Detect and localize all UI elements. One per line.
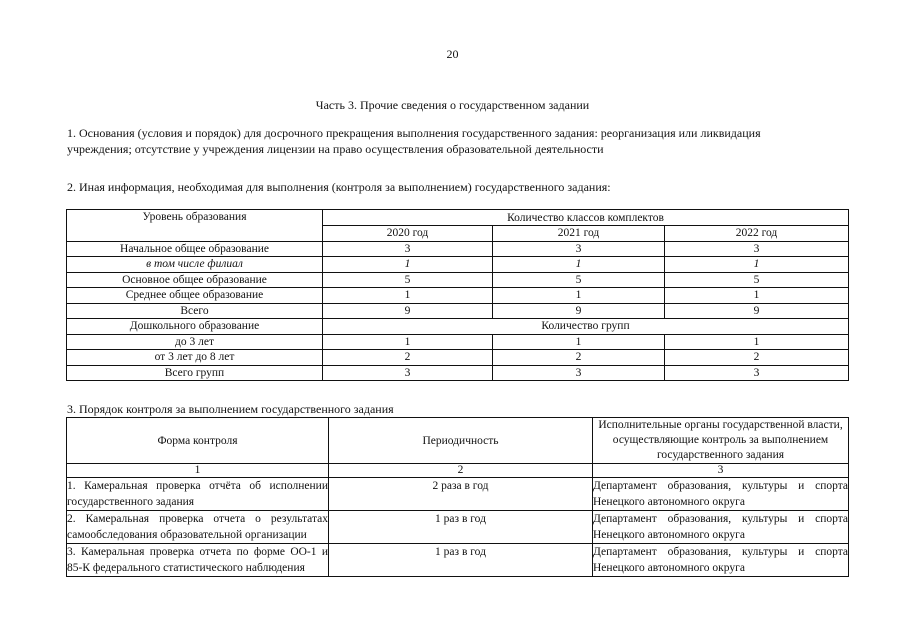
cell-value: 5	[665, 272, 849, 288]
row-label: до 3 лет	[67, 334, 323, 350]
control-body-line: Ненецкого автономного округа	[593, 529, 745, 541]
cell-value: 9	[665, 303, 849, 319]
row-label: Всего	[67, 303, 323, 319]
class-count-table	[66, 209, 849, 381]
table-row	[67, 511, 849, 544]
column-number: 3	[593, 464, 849, 478]
header-group-count: Количество групп	[323, 319, 849, 335]
table-row	[67, 288, 849, 304]
table-row	[67, 350, 849, 366]
column-number: 2	[329, 464, 593, 478]
control-form-cell	[67, 478, 329, 511]
periodicity-cell: 1 раз в год	[329, 511, 593, 544]
row-label: Начальное общее образование	[67, 241, 323, 257]
control-body-cell	[593, 478, 849, 511]
periodicity-cell: 2 раза в год	[329, 478, 593, 511]
row-label: Всего групп	[67, 365, 323, 381]
control-body-cell	[593, 544, 849, 577]
row-label: в том числе филиал	[67, 257, 323, 273]
cell-value: 2	[665, 350, 849, 366]
header-control-bodies: Исполнительные органы государственной власти, осуществляющие контроль за выполнением государственного задания	[593, 418, 849, 464]
table-row	[67, 334, 849, 350]
header-education-level: Уровень образования	[67, 210, 323, 242]
section-1-paragraph	[67, 125, 847, 157]
control-body-line: Департамент образования, культуры и спорта	[593, 546, 848, 558]
cell-value: 5	[493, 272, 665, 288]
table-row	[67, 544, 849, 577]
cell-value: 1	[323, 257, 493, 273]
table-row	[67, 303, 849, 319]
table-row	[67, 272, 849, 288]
cell-value: 5	[323, 272, 493, 288]
page-number: 20	[446, 47, 459, 61]
cell-value: 1	[323, 288, 493, 304]
control-form-line: 1. Камеральная проверка отчёта об исполнении	[67, 480, 328, 492]
control-form-cell	[67, 544, 329, 577]
section-2-heading: 2. Иная информация, необходимая для выполнения (контроля за выполнением) государственного задания:	[67, 180, 611, 194]
header-preschool: Дошкольного образование	[67, 319, 323, 335]
cell-value: 1	[323, 334, 493, 350]
row-label: от 3 лет до 8 лет	[67, 350, 323, 366]
control-form-cell	[67, 511, 329, 544]
cell-value: 9	[323, 303, 493, 319]
cell-value: 3	[323, 365, 493, 381]
table-row	[67, 365, 849, 381]
table-row	[67, 319, 849, 335]
cell-value: 9	[493, 303, 665, 319]
cell-value: 3	[665, 241, 849, 257]
control-form-line: 3. Камеральная проверка отчета по форме ОО-1 и	[67, 546, 328, 558]
header-control-form: Форма контроля	[67, 418, 329, 464]
cell-value: 1	[493, 257, 665, 273]
row-label: Среднее общее образование	[67, 288, 323, 304]
table-row	[67, 241, 849, 257]
section-1-line-2: учреждения; отсутствие у учреждения лицензии на право осуществления образовательной деятельности	[67, 142, 604, 156]
header-year: 2020 год	[323, 226, 493, 242]
cell-value: 1	[665, 257, 849, 273]
cell-value: 1	[665, 288, 849, 304]
control-procedure-table	[66, 417, 849, 577]
cell-value: 2	[493, 350, 665, 366]
section-1-line-1: 1. Основания (условия и порядок) для досрочного прекращения выполнения государственного задания: реорганизация или ликвидация	[67, 126, 761, 140]
section-3-heading: 3. Порядок контроля за выполнением государственного задания	[67, 402, 394, 416]
cell-value: 3	[323, 241, 493, 257]
cell-value: 3	[493, 241, 665, 257]
control-body-line: Департамент образования, культуры и спорта	[593, 513, 848, 525]
control-form-line: 2. Камеральная проверка отчета о результатах	[67, 513, 328, 525]
cell-value: 1	[493, 288, 665, 304]
control-form-line: 85-К федерального статистического наблюдения	[67, 562, 305, 574]
control-body-cell	[593, 511, 849, 544]
control-form-line: государственного задания	[67, 496, 195, 508]
header-class-count: Количество классов комплектов	[323, 210, 849, 226]
control-body-line: Ненецкого автономного округа	[593, 496, 745, 508]
cell-value: 2	[323, 350, 493, 366]
control-body-line: Ненецкого автономного округа	[593, 562, 745, 574]
row-label: Основное общее образование	[67, 272, 323, 288]
part-title: Часть 3. Прочие сведения о государственном задании	[315, 98, 590, 112]
cell-value: 3	[665, 365, 849, 381]
cell-value: 3	[493, 365, 665, 381]
table-row	[67, 478, 849, 511]
header-year: 2021 год	[493, 226, 665, 242]
column-number: 1	[67, 464, 329, 478]
header-year: 2022 год	[665, 226, 849, 242]
cell-value: 1	[665, 334, 849, 350]
table-row	[67, 257, 849, 273]
periodicity-cell: 1 раз в год	[329, 544, 593, 577]
header-periodicity: Периодичность	[329, 418, 593, 464]
control-form-line: самообследования образовательной организации	[67, 529, 307, 541]
cell-value: 1	[493, 334, 665, 350]
control-body-line: Департамент образования, культуры и спорта	[593, 480, 848, 492]
